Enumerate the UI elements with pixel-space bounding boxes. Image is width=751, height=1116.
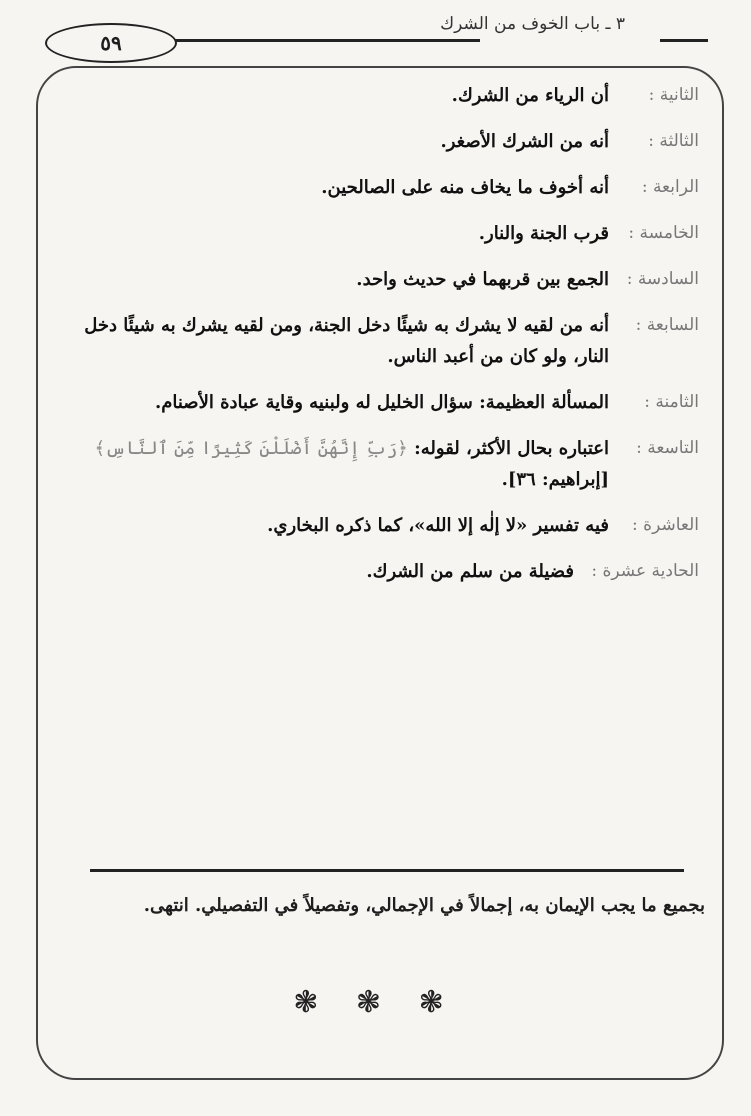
header-rule-right <box>660 39 708 42</box>
ornament-stars: ❃ ❃ ❃ <box>293 985 458 1020</box>
item-label: التاسعة : <box>636 438 699 458</box>
page-number: ٥٩ <box>45 23 177 63</box>
item-label: الخامسة : <box>628 223 699 243</box>
list-item <box>80 80 699 111</box>
item-text: أن الرياء من الشرك. <box>451 85 609 106</box>
item-text: أنه من لقيه لا يشرك به شيئًا دخل الجنة، ومن لقيه يشرك به شيئًا دخل النار، ولو كان من أعبد الناس. <box>84 315 609 367</box>
list-item <box>80 126 699 157</box>
list-item <box>80 218 699 249</box>
item-label: الرابعة : <box>641 177 699 197</box>
footnote-divider <box>90 869 684 872</box>
item-label: الحادية عشرة : <box>591 561 699 581</box>
verse-reference: [إبراهيم: ٣٦]. <box>501 469 609 490</box>
item-text <box>80 433 609 495</box>
item-text: الجمع بين قربهما في حديث واحد. <box>356 269 609 290</box>
chapter-title: ٣ ـ باب الخوف من الشرك <box>397 14 633 34</box>
list-item <box>80 264 699 295</box>
list-item <box>80 172 699 203</box>
item-text: قرب الجنة والنار. <box>478 223 609 244</box>
item-text-before: اعتباره بحال الأكثر، لقوله: <box>407 438 609 459</box>
item-label: العاشرة : <box>632 515 699 535</box>
list-item <box>80 556 699 587</box>
footnote: بجميع ما يجب الإيمان به، إجمالاً في الإجمالي، وتفصيلاً في التفصيلي. انتهى. <box>143 895 705 916</box>
item-text: فيه تفسير «لا إلٰه إلا الله»، كما ذكره البخاري. <box>267 515 609 536</box>
item-label: الثامنة : <box>644 392 699 412</box>
list-item <box>80 510 699 541</box>
item-text: المسألة العظيمة: سؤال الخليل له ولبنيه وقاية عبادة الأصنام. <box>154 392 609 413</box>
item-label: السابعة : <box>635 315 699 335</box>
list-item <box>80 433 699 495</box>
list-item <box>80 310 699 372</box>
list-item <box>80 387 699 418</box>
item-text: أنه من الشرك الأصغر. <box>440 131 609 152</box>
item-label: الثالثة : <box>648 131 699 151</box>
item-text: أنه أخوف ما يخاف منه على الصالحين. <box>321 177 609 198</box>
quran-verse: ﴿رَبِّ إِنَّهُنَّ أَضْلَلْنَ كَثِيرًا مِّنَ ٱلنَّاسِ﴾ <box>94 438 408 459</box>
item-text: فضيلة من سلم من الشرك. <box>366 561 574 582</box>
item-label: الثانية : <box>648 85 699 105</box>
issues-list <box>80 80 699 602</box>
item-label: السادسة : <box>626 269 699 289</box>
